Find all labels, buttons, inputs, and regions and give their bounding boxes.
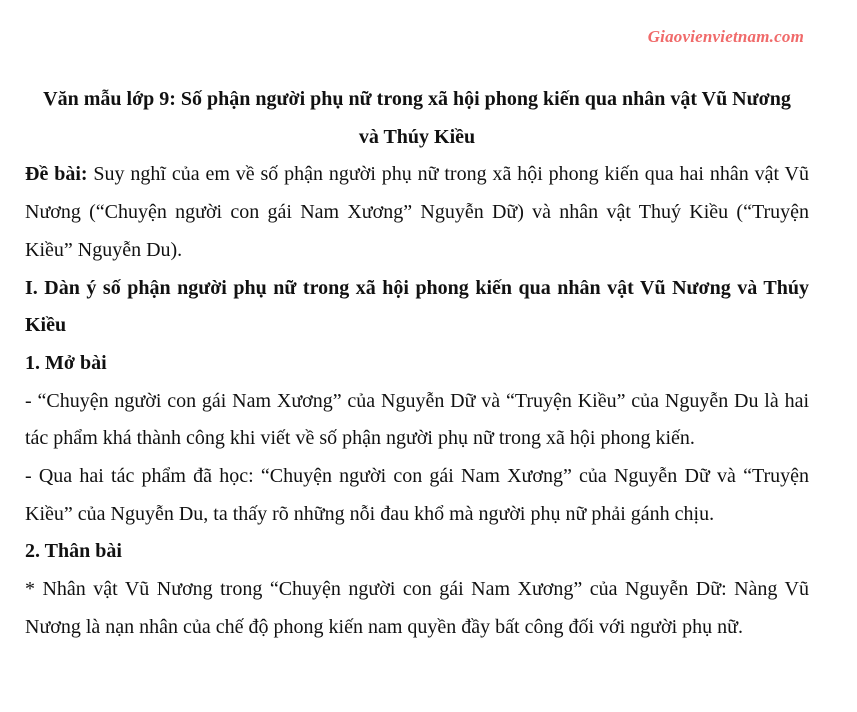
prompt-paragraph — [25, 156, 809, 269]
section-heading-outline: I. Dàn ý số phận người phụ nữ trong xã hội phong kiến qua nhân vật Vũ Nương và Thúy Kiều — [25, 276, 809, 337]
subheading-body: 2. Thân bài — [25, 540, 122, 563]
page-title: Văn mẫu lớp 9: Số phận người phụ nữ trong xã hội phong kiến qua nhân vật Vũ Nương và Thúy Kiều — [43, 88, 791, 148]
site-watermark: Giaovienvietnam.com — [647, 27, 804, 46]
prompt-text: Suy nghĩ của em về số phận người phụ nữ trong xã hội phong kiến qua hai nhân vật Vũ Nương (“Chuyện người con gái Nam Xương” Nguyễn Dữ) và nhân vật Thuý Kiều (“Truyện Kiều” Nguyễn Du). — [25, 163, 809, 261]
intro-paragraph-1: - “Chuyện người con gái Nam Xương” của Nguyễn Dữ và “Truyện Kiều” của Nguyễn Du là hai tác phẩm khá thành công khi viết về số phận người phụ nữ trong xã hội phong kiến. — [25, 389, 809, 450]
subheading-intro: 1. Mở bài — [25, 351, 107, 374]
document-body — [25, 81, 809, 647]
intro-paragraph-2: - Qua hai tác phẩm đã học: “Chuyện người con gái Nam Xương” của Nguyễn Dữ và “Truyện Kiều” của Nguyễn Du, ta thấy rõ những nỗi đau khổ mà người phụ nữ phải gánh chịu. — [25, 465, 809, 525]
body-paragraph-1: * Nhân vật Vũ Nương trong “Chuyện người con gái Nam Xương” của Nguyễn Dữ: Nàng Vũ Nương là nạn nhân của chế độ phong kiến nam quyền đầy bất công đối với người phụ nữ. — [25, 578, 809, 638]
prompt-label: Đề bài: — [25, 163, 88, 186]
